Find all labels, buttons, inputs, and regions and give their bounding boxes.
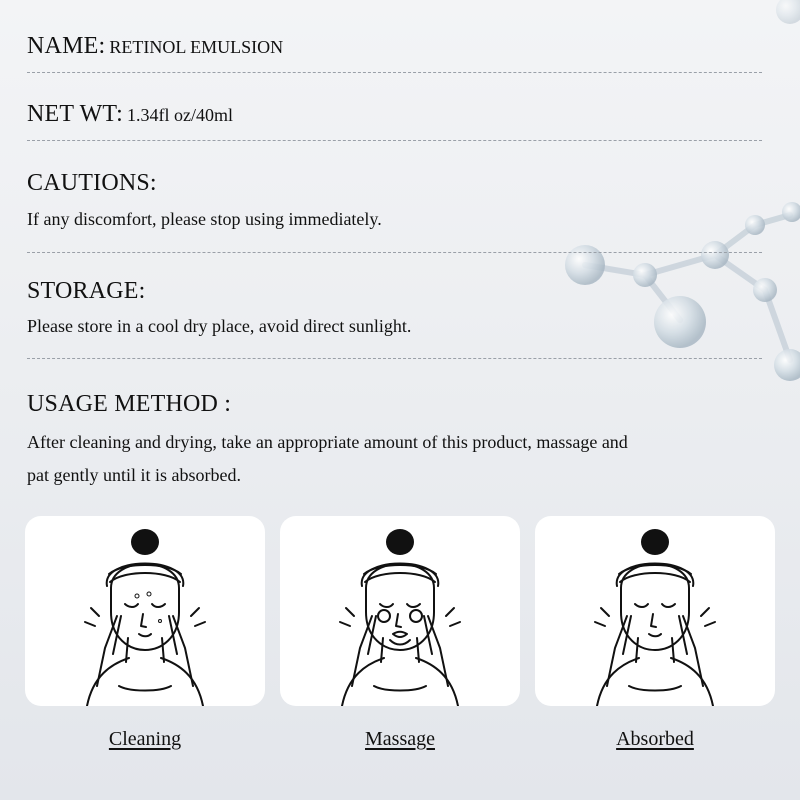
- net-weight-label: NET WT:: [27, 101, 123, 127]
- product-name-value: RETINOL EMULSION: [109, 37, 284, 57]
- divider: [27, 252, 762, 253]
- divider: [27, 72, 762, 73]
- step-caption-cleaning: [25, 728, 265, 751]
- face-absorbed-illustration: [535, 516, 775, 706]
- storage-heading: STORAGE:: [27, 278, 146, 304]
- cautions-heading: CAUTIONS:: [27, 170, 157, 196]
- usage-text-line1: After cleaning and drying, take an appropriate amount of this product, massage and: [27, 432, 628, 452]
- step-label: Cleaning: [108, 728, 182, 750]
- net-weight-value: 1.34fl oz/40ml: [126, 105, 233, 125]
- net-weight-row: [27, 101, 762, 128]
- divider: [27, 140, 762, 141]
- face-massage-illustration: [280, 516, 520, 706]
- step-card-absorbed: [535, 516, 775, 706]
- cautions-text: If any discomfort, please stop using immediately.: [27, 209, 382, 229]
- step-caption-absorbed: [535, 728, 775, 751]
- storage-text: Please store in a cool dry place, avoid direct sunlight.: [27, 316, 412, 336]
- face-cleaning-illustration: [25, 516, 265, 706]
- step-caption-massage: [280, 728, 520, 751]
- step-label: Absorbed: [616, 728, 694, 750]
- divider: [27, 358, 762, 359]
- step-card-cleaning: [25, 516, 265, 706]
- product-name-row: [27, 33, 762, 60]
- usage-heading: USAGE METHOD :: [27, 391, 232, 417]
- usage-text-line2: pat gently until it is absorbed.: [27, 465, 241, 485]
- step-card-massage: [280, 516, 520, 706]
- step-label: Massage: [365, 728, 435, 750]
- product-name-label: NAME:: [27, 33, 106, 59]
